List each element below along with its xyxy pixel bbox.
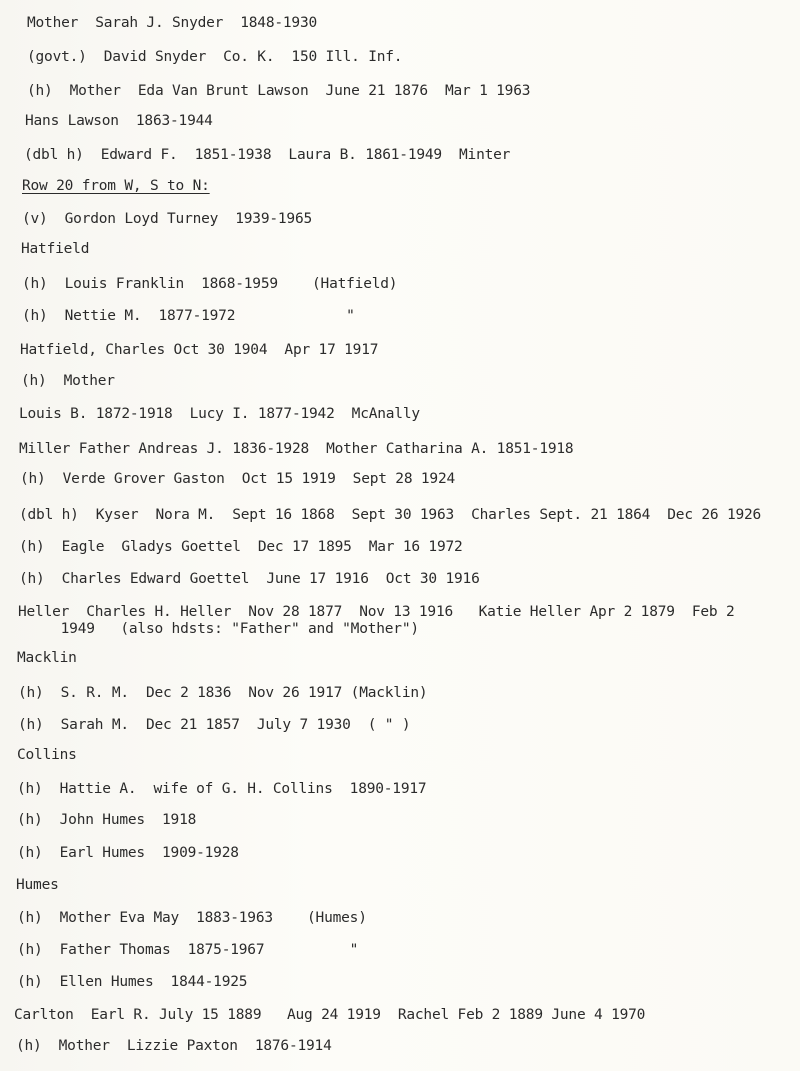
text-line: Humes (16, 877, 59, 893)
text-line: Louis B. 1872-1918 Lucy I. 1877-1942 McAnally (19, 406, 420, 422)
text-line: (h) Mother (21, 373, 115, 389)
text-line: (h) Hattie A. wife of G. H. Collins 1890-1917 (17, 781, 427, 797)
text-line: Mother Sarah J. Snyder 1848-1930 (27, 15, 318, 31)
text-line: Heller Charles H. Heller Nov 28 1877 Nov 13 1916 Katie Heller Apr 2 1879 Feb 2 (18, 604, 735, 620)
text-line: (h) Earl Humes 1909-1928 (17, 845, 239, 861)
section-heading: Row 20 from W, S to N: (22, 178, 210, 194)
text-line: (h) Verde Grover Gaston Oct 15 1919 Sept 28 1924 (20, 471, 456, 487)
text-line: (h) Mother Eva May 1883-1963 (Humes) (17, 910, 367, 926)
text-line: (h) S. R. M. Dec 2 1836 Nov 26 1917 (Macklin) (18, 685, 428, 701)
text-line: Miller Father Andreas J. 1836-1928 Mother Catharina A. 1851-1918 (19, 441, 574, 457)
text-line: (h) John Humes 1918 (17, 812, 197, 828)
text-line: (h) Mother Eda Van Brunt Lawson June 21 1876 Mar 1 1963 (27, 83, 531, 99)
text-line: (h) Mother Lizzie Paxton 1876-1914 (16, 1038, 332, 1054)
text-line: (dbl h) Kyser Nora M. Sept 16 1868 Sept 30 1963 Charles Sept. 21 1864 Dec 26 1926 (19, 507, 762, 523)
text-line: (h) Louis Franklin 1868-1959 (Hatfield) (22, 276, 398, 292)
text-line: (h) Sarah M. Dec 21 1857 July 7 1930 ( " ) (18, 717, 411, 733)
text-line: Collins (17, 747, 77, 763)
text-line: Macklin (17, 650, 77, 666)
text-line: (h) Ellen Humes 1844-1925 (17, 974, 248, 990)
text-line: (govt.) David Snyder Co. K. 150 Ill. Inf. (27, 49, 403, 65)
text-line: Hans Lawson 1863-1944 (25, 113, 213, 129)
text-line: (dbl h) Edward F. 1851-1938 Laura B. 1861-1949 Minter (24, 147, 511, 163)
text-line: Carlton Earl R. July 15 1889 Aug 24 1919 Rachel Feb 2 1889 June 4 1970 (14, 1007, 646, 1023)
text-line: Hatfield (21, 241, 90, 257)
text-line: (h) Charles Edward Goettel June 17 1916 Oct 30 1916 (19, 571, 480, 587)
text-line: (v) Gordon Loyd Turney 1939-1965 (22, 211, 313, 227)
text-line: 1949 (also hdsts: "Father" and "Mother") (18, 621, 419, 637)
text-line: (h) Eagle Gladys Goettel Dec 17 1895 Mar 16 1972 (19, 539, 463, 555)
text-line: Hatfield, Charles Oct 30 1904 Apr 17 1917 (20, 342, 379, 358)
text-line: (h) Nettie M. 1877-1972 " (22, 308, 355, 324)
text-line: (h) Father Thomas 1875-1967 " (17, 942, 359, 958)
